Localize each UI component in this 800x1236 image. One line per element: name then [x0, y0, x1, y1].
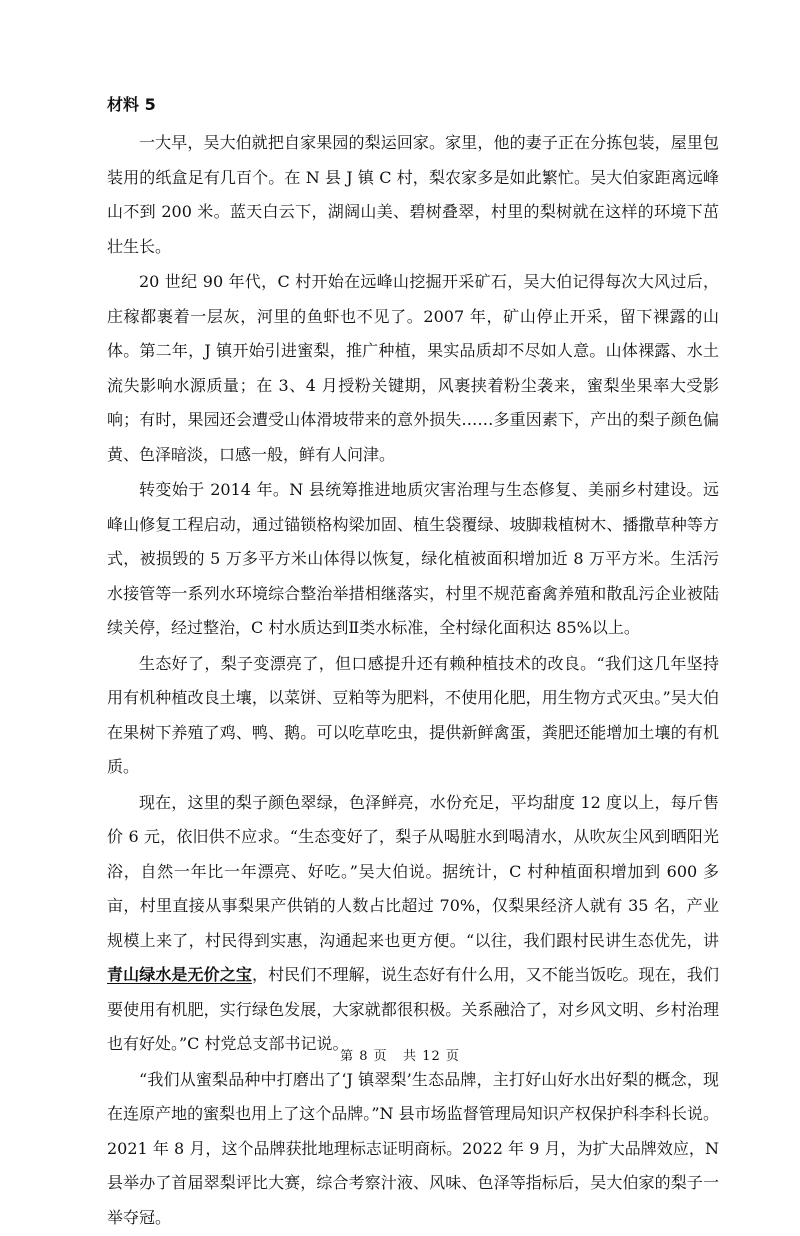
paragraph-2: 20 世纪 90 年代，C 村开始在远峰山挖掘开采矿石，吴大伯记得每次大风过后，庄稼都裹着一层灰，河里的鱼虾也不见了。2007 年，矿山停止开采，留下裸露的山体。第二年，J 镇开始引进蜜梨，推广种植，果实品质却不尽如人意。山体裸露、水土流失影响水源质量；在 3、4 月授粉关键期，风裹挟着粉尘袭来，蜜梨坐果率大受影响；有时，果园还会遭受山体滑坡带来的意外损失……多重因素下，产出的梨子颜色偏黄、色泽暗淡，口感一般，鲜有人问津。: [107, 272, 719, 464]
paragraph-4: 生态好了，梨子变漂亮了，但口感提升还有赖种植技术的改良。“我们这几年坚持用有机种植改良土壤，以菜饼、豆粕等为肥料，不使用化肥，用生物方式灭虫。”吴大伯在果树下养殖了鸡、鸭、鹅。可以吃草吃虫，提供新鲜禽蛋，粪肥还能增加土壤的有机质。: [107, 653, 719, 776]
paragraph-5: [107, 786, 719, 1062]
paragraph-1: 一大早，吴大伯就把自家果园的梨运回家。家里，他的妻子正在分拣包装，屋里包装用的纸盒足有几百个。在 N 县 J 镇 C 村，梨农家多是如此繁忙。吴大伯家距离远峰山不到 200 米。蓝天白云下，湖阔山美、碧树叠翠，村里的梨树就在这样的环境下茁壮生长。: [107, 133, 719, 256]
page-number: 第 8 页 共 12 页: [340, 1049, 460, 1064]
paragraph-3: 转变始于 2014 年。N 县统筹推进地质灾害治理与生态修复、美丽乡村建设。远峰山修复工程启动，通过锚锁格构梁加固、植生袋覆绿、坡脚栽植树木、播撒草种等方式，被损毁的 5 万多平方米山体得以恢复，绿化植被面积增加近 8 万平方米。生活污水接管等一系列水环境综合整治举措相继落实，村里不规范畜禽养殖和散乱污企业被陆续关停，经过整治，C 村水质达到Ⅱ类水标准，全村绿化面积达 85%以上。: [107, 480, 719, 637]
page-footer: [0, 1045, 800, 1064]
section-heading: 材料 5: [107, 95, 156, 114]
paragraph-6: “我们从蜜梨品种中打磨出了‘J 镇翠梨’生态品牌，主打好山好水出好梨的概念，现在连原产地的蜜梨也用上了这个品牌。”N 县市场监督管理局知识产权保护科李科长说。2021 年 8 月，这个品牌获批地理标志证明商标。2022 年 9 月，为扩大品牌效应，N 县举办了首届翠梨评比大赛，综合考察汁液、风味、色泽等指标后，吴大伯家的梨子一举夺冠。: [107, 1069, 719, 1227]
paragraph-5-text-after: ，村民们不理解，说生态好有什么用，又不能当饭吃。现在，我们要使用有机肥，实行绿色发展，大家就都很积极。关系融洽了，对乡风文明、乡村治理也有好处。”C 村党总支部书记说。: [107, 965, 719, 1053]
highlighted-phrase: 青山绿水是无价之宝: [107, 965, 252, 984]
paragraph-5-text-before: 现在，这里的梨子颜色翠绿，色泽鲜亮，水份充足，平均甜度 12 度以上，每斤售价 6 元，依旧供不应求。“生态变好了，梨子从喝脏水到喝清水，从吹灰尘风到晒阳光浴，自然一年比一年漂亮、好吃。”吴大伯说。据统计，C 村种植面积增加到 600 多亩，村里直接从事梨果产供销的人数占比超过 70%，仅梨果经济人就有 35 名，产业规模上来了，村民得到实惠，沟通起来也更方便。“以往，我们跟村民讲生态优先，讲: [107, 792, 719, 950]
